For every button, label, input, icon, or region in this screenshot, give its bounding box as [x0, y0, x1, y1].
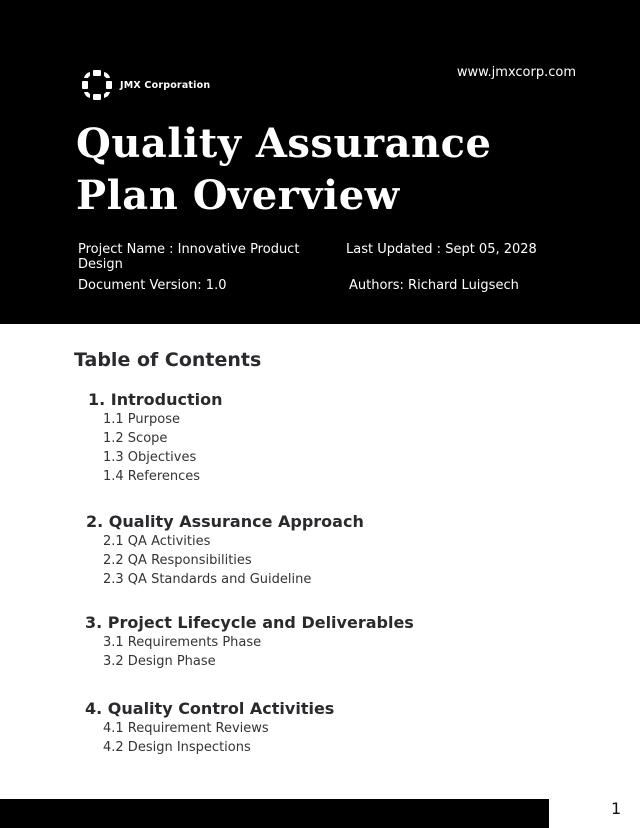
toc-section-title[interactable]: 3. Project Lifecycle and Deliverables	[85, 613, 414, 632]
document-version: Document Version: 1.0	[78, 278, 227, 293]
toc-section-title[interactable]: 4. Quality Control Activities	[85, 699, 335, 718]
company-logo	[82, 70, 210, 100]
toc-subitem[interactable]: 1.2 Scope	[103, 431, 168, 446]
toc-subitem[interactable]: 1.3 Objectives	[103, 450, 197, 465]
logo-mark-icon	[82, 70, 112, 100]
website-link[interactable]: www.jmxcorp.com	[456, 65, 576, 80]
toc-subitem[interactable]: 4.2 Design Inspections	[103, 740, 251, 755]
toc-subitem[interactable]: 3.1 Requirements Phase	[103, 635, 262, 650]
toc-subitem[interactable]: 1.1 Purpose	[103, 412, 180, 427]
title-line-2: Plan Overview	[76, 172, 400, 219]
document-title	[76, 118, 596, 222]
toc-subitem[interactable]: 2.3 QA Standards and Guideline	[103, 572, 312, 587]
toc-heading: Table of Contents	[74, 349, 262, 371]
title-line-1: Quality Assurance	[76, 120, 492, 167]
project-name: Project Name : Innovative Product Design	[78, 242, 300, 272]
page-number: 1	[611, 799, 622, 818]
toc-section-title[interactable]: 1. Introduction	[88, 390, 223, 409]
toc-subitem[interactable]: 1.4 References	[103, 469, 201, 484]
footer-bar	[0, 799, 549, 828]
toc-section-title[interactable]: 2. Quality Assurance Approach	[86, 512, 364, 531]
header-banner	[0, 0, 640, 324]
last-updated: Last Updated : Sept 05, 2028	[346, 242, 537, 257]
toc-subitem[interactable]: 2.2 QA Responsibilities	[103, 553, 252, 568]
toc-subitem[interactable]: 4.1 Requirement Reviews	[103, 721, 269, 736]
company-name: JMX Corporation	[120, 79, 211, 91]
toc-subitem[interactable]: 2.1 QA Activities	[103, 534, 211, 549]
authors: Authors: Richard Luigsech	[349, 278, 519, 293]
toc-subitem[interactable]: 3.2 Design Phase	[103, 654, 216, 669]
